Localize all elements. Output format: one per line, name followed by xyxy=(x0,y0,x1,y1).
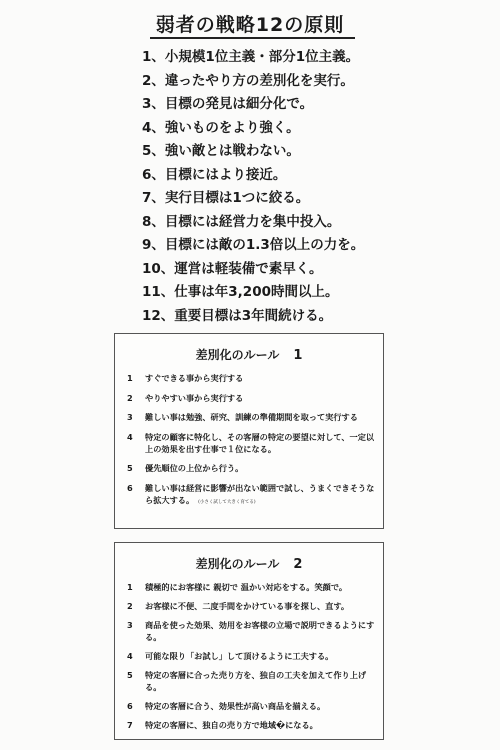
rule-number: 7 xyxy=(127,720,133,730)
principle-item: 6、目標にはより接近。 xyxy=(142,166,287,183)
rule-text: やりやすい事から実行する xyxy=(145,392,244,403)
rule-text: 特定の客層に、独自の売り方で地域�になる。 xyxy=(145,720,318,730)
rules-box-1-heading: 差別化のルール xyxy=(195,348,280,362)
rule-note: (小さく試して大きく育てる) xyxy=(198,499,256,505)
rule-item xyxy=(125,462,377,474)
rule-text: 特定の客層に合う、効果性が高い商品を揃える。 xyxy=(145,701,326,711)
rule-item xyxy=(125,600,377,612)
rule-number: 2 xyxy=(127,392,133,403)
title-underline xyxy=(150,37,355,39)
rule-item xyxy=(125,431,377,455)
rules-box-1-list xyxy=(125,372,377,516)
rule-item xyxy=(125,581,377,593)
rule-item xyxy=(125,700,377,712)
rule-text: お客様に不便、二度手間をかけている事を探し、直す。 xyxy=(145,601,350,611)
principle-item: 3、目標の発見は細分化で。 xyxy=(142,96,314,112)
page-title: 弱者の戦略12の原則 xyxy=(155,14,345,36)
rule-number: 5 xyxy=(127,670,133,680)
rule-number: 2 xyxy=(127,601,133,611)
principle-item: 10、運営は軽装備で素早く。 xyxy=(142,260,323,277)
principle-item: 4、強いものをより強く。 xyxy=(142,119,300,136)
rule-item xyxy=(125,669,377,693)
principle-item: 2、違ったやり方の差別化を実行。 xyxy=(142,72,354,89)
principle-item: 12、重要目標は3年間続ける。 xyxy=(142,307,333,324)
principle-item: 8、目標には経営力を集中投入。 xyxy=(142,213,341,230)
rule-item xyxy=(125,482,377,509)
rules-box-2 xyxy=(114,542,384,740)
rule-text: 優先順位の上位から行う。 xyxy=(145,463,244,473)
rules-box-2-title xyxy=(115,555,383,572)
rule-item xyxy=(125,650,377,662)
principle-item: 9、目標には敵の1.3倍以上の力を。 xyxy=(142,237,365,253)
rule-number: 6 xyxy=(127,482,133,493)
rule-number: 4 xyxy=(127,651,133,661)
rule-number: 1 xyxy=(127,582,133,592)
rule-item xyxy=(125,372,377,384)
rule-number: 1 xyxy=(127,373,133,383)
principle-item: 1、小規模1位主義・部分1位主義。 xyxy=(142,49,360,65)
rule-text: すぐできる事から実行する xyxy=(145,373,244,383)
rule-text: 特定の顧客に特化し、その客層の特定の要望に対して、一定以上の効果を出す仕事で１位になる。 xyxy=(145,431,375,454)
rules-box-1 xyxy=(114,333,384,529)
rule-number: 6 xyxy=(127,701,133,711)
rules-box-2-heading: 差別化のルール xyxy=(195,557,280,571)
rules-box-1-title xyxy=(115,346,383,363)
rules-box-1-number: 1 xyxy=(293,348,303,363)
principle-item: 11、仕事は年3,200時間以上。 xyxy=(142,284,339,300)
rule-text: 特定の客層に合った売り方を、独自の工夫を加えて作り上げる。 xyxy=(145,670,367,692)
rule-item xyxy=(125,392,377,404)
principles-list xyxy=(142,46,364,328)
principle-item: 5、強い敵とは戦わない。 xyxy=(142,143,300,159)
rule-number: 3 xyxy=(127,620,133,630)
rule-text: 可能な限り「お試し」して頂けるように工夫する。 xyxy=(145,651,334,661)
rule-text: 商品を使った効果、効用をお客様の立場で説明できるようにする。 xyxy=(145,620,375,642)
rule-item xyxy=(125,719,377,731)
rule-text: 難しい事は経営に影響が出ない範囲で試し、うまくできそうなら拡大する。 xyxy=(145,482,375,505)
rule-number: 5 xyxy=(127,463,133,473)
rules-box-2-list xyxy=(125,581,377,738)
rules-box-2-number: 2 xyxy=(293,557,303,572)
rule-text: 難しい事は勉強、研究、訓練の準備期間を取って実行する xyxy=(145,412,358,422)
rule-number: 3 xyxy=(127,412,133,422)
principle-item: 7、実行目標は1つに絞る。 xyxy=(142,190,310,206)
rule-item xyxy=(125,411,377,423)
rule-number: 4 xyxy=(127,431,133,442)
rule-text: 積極的にお客様に 親切で 温かい対応をする。笑顔で。 xyxy=(145,582,348,592)
rule-item xyxy=(125,619,377,643)
